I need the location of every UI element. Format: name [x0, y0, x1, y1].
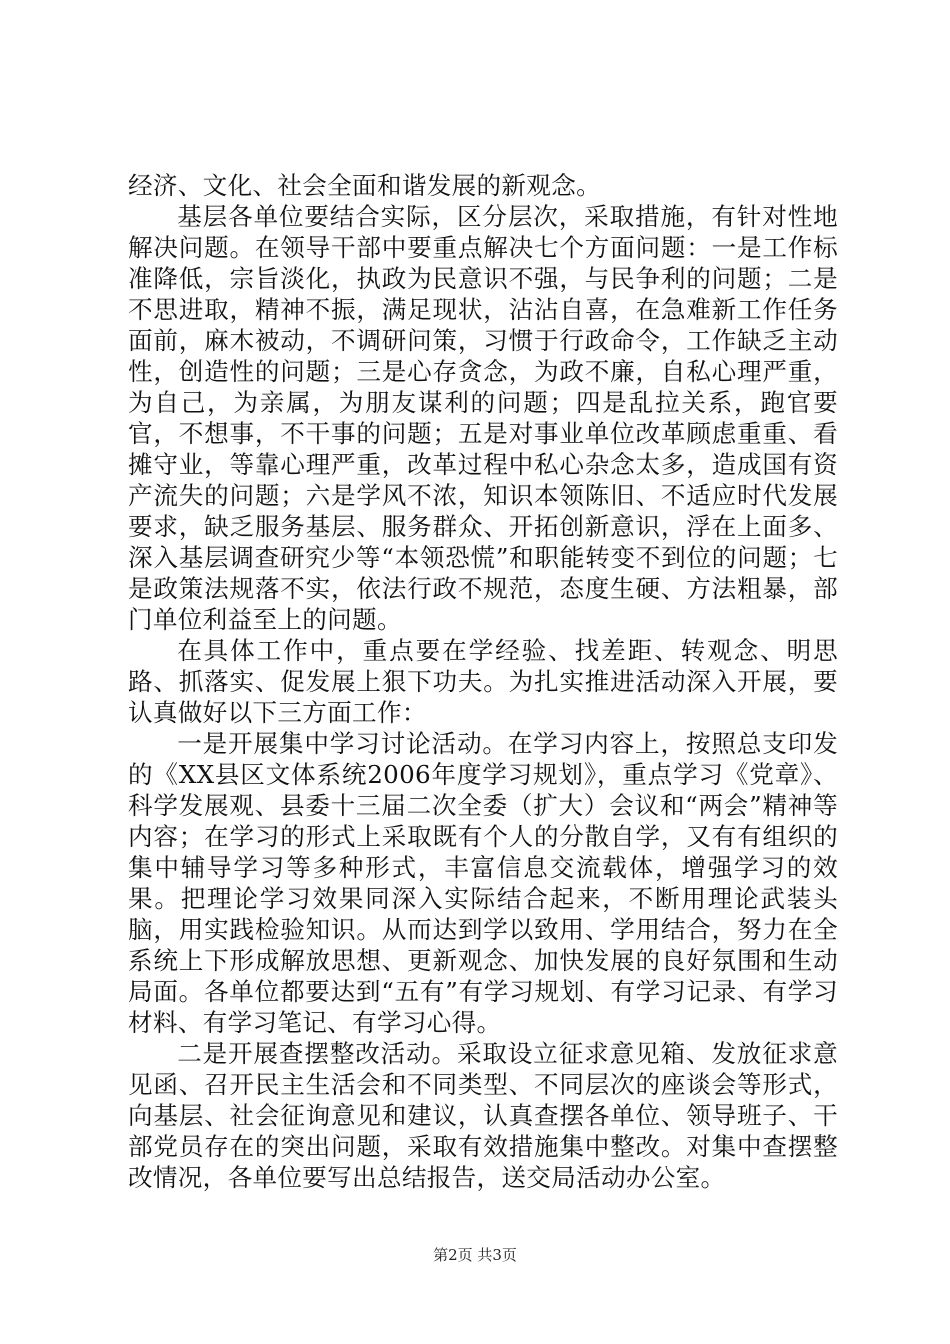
paragraph: 一是开展集中学习讨论活动。在学习内容上，按照总支印发的《XX县区文体系统2006年度学习规划》，重点学习《党章》、科学发展观、县委十三届二次全委（扩大）会议和“两会”精神等内容；在学习的形式上采取既有个人的分散自学，又有有组织的集中辅导学习等多种形式，丰富信息交流载体，增强学习的效果。把理论学习效果同深入实际结合起来，不断用理论武装头脑，用实践检验知识。从而达到学以致用、学用结合，努力在全系统上下形成解放思想、更新观念、加快发展的良好氛围和生动局面。各单位都要达到“五有”有学习规划、有学习记录、有学习材料、有学习笔记、有学习心得。: [128, 729, 838, 1037]
paragraph: 经济、文化、社会全面和谐发展的新观念。: [128, 171, 601, 200]
paragraph: 二是开展查摆整改活动。采取设立征求意见箱、发放征求意见函、召开民主生活会和不同类型、不同层次的座谈会等形式，向基层、社会征询意见和建议，认真查摆各单位、领导班子、干部党员存在的突出问题，采取有效措施集中整改。对集中查摆整改情况，各单位要写出总结报告，送交局活动办公室。: [128, 1039, 838, 1192]
paragraph: 基层各单位要结合实际，区分层次，采取措施，有针对性地解决问题。在领导干部中要重点解决七个方面问题：一是工作标准降低，宗旨淡化，执政为民意识不强，与民争利的问题；二是不思进取，精神不振，满足现状，沾沾自喜，在急难新工作任务面前，麻木被动，不调研问策，习惯于行政命令，工作缺乏主动性，创造性的问题；三是心存贪念，为政不廉，自私心理严重，为自己，为亲属，为朋友谋利的问题；四是乱拉关系，跑官要官，不想事，不干事的问题；五是对事业单位改革顾虑重重、看摊守业，等靠心理严重，改革过程中私心杂念太多，造成国有资产流失的问题；六是学风不浓，知识本领陈旧、不适应时代发展要求，缺乏服务基层、服务群众、开拓创新意识，浮在上面多、深入基层调查研究少等“本领恐慌”和职能转变不到位的问题；七是政策法规落不实，依法行政不规范，态度生硬、方法粗暴，部门单位利益至上的问题。: [128, 202, 838, 634]
paragraph: 在具体工作中，重点要在学经验、找差距、转观念、明思路、抓落实、促发展上狠下功夫。为扎实推进活动深入开展，要认真做好以下三方面工作：: [128, 636, 838, 727]
document-body: [128, 170, 838, 1193]
page-footer: 第2页 共3页: [433, 1246, 517, 1264]
